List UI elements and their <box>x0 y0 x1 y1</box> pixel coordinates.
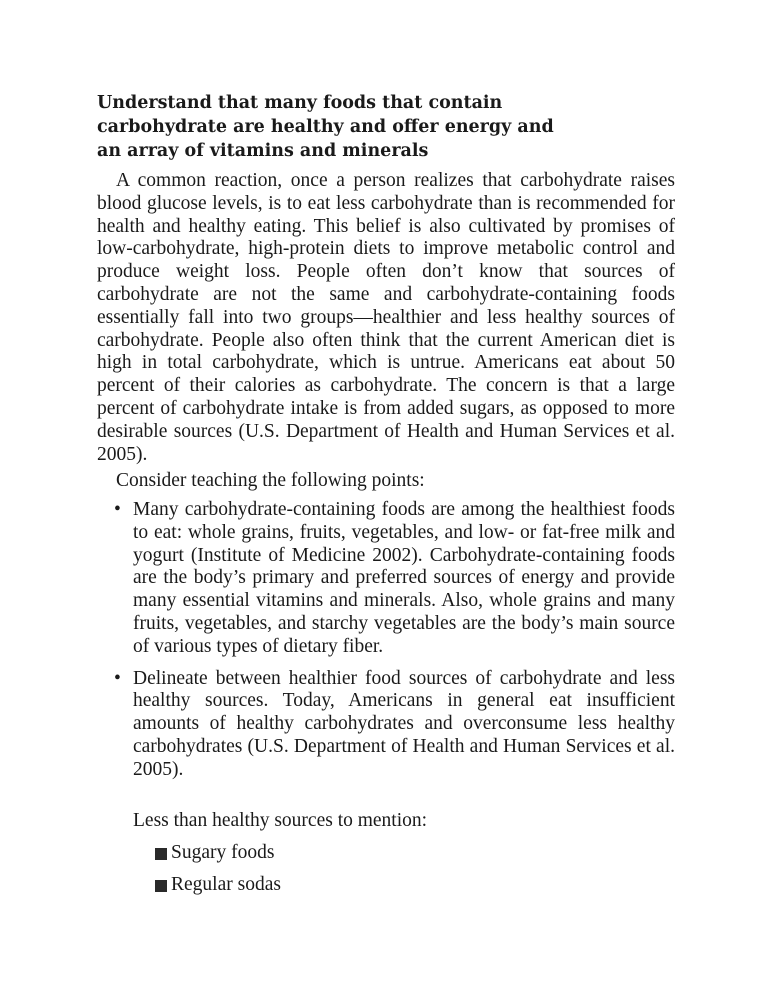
list-item-text: Delineate between healthier food sources of carbohydrate and less healthy sources. Today, Americans in general eat insufficient amounts of healthy carbohydrates and overconsume less healthy carbohydrates (U.S. Department of Health and Human Services et al. 2005). <box>133 667 675 780</box>
section-heading: Understand that many foods that contain carbohydrate are healthy and offer energy and an array of vitamins and minerals <box>97 93 554 161</box>
less-healthy-intro: Less than healthy sources to mention: <box>133 810 428 831</box>
list-item-text: Many carbohydrate-containing foods are among the healthiest foods to eat: whole grains, fruits, vegetables, and low- or fat-free milk and yogurt (Institute of Medicine 2002). Carbohydrate-containing foods are the body’s primary and preferred sources of energy and provide many essential vitamins and minerals. Also, whole grains and many fruits, vegetables, and starchy vegetables are the body’s main source of various types of dietary fiber. <box>133 499 675 657</box>
list-item <box>114 668 675 782</box>
list-item <box>155 874 281 897</box>
list-item <box>114 499 675 659</box>
list-item <box>155 842 281 865</box>
square-bullet-icon <box>155 848 167 860</box>
square-bullet-icon <box>155 880 167 892</box>
list-item-text: Regular sodas <box>171 874 281 896</box>
teaching-points-list <box>114 499 675 782</box>
bullet-marker: • <box>114 667 121 689</box>
consider-intro: Consider teaching the following points: <box>116 470 425 491</box>
body-paragraph: A common reaction, once a person realizes that carbohydrate raises blood glucose levels, is to eat less carbohydrate than is recommended for health and healthy eating. This belief is also cultivated by promises of low-carbohydrate, high-protein diets to improve metabolic control and produce weight loss. People often don’t know that sources of carbohydrate are not the same and carbohydrate-containing foods essentially fall into two groups—healthier and less healthy sources of carbohydrate. People also often think that the current American diet is high in total carbohydrate, which is untrue. Americans eat about 50 percent of their calories as carbohydrate. The concern is that a large percent of carbohydrate intake is from added sugars, as opposed to more desirable sources (U.S. Department of Health and Human Services et al. 2005). <box>97 170 675 465</box>
list-item-text: Sugary foods <box>171 842 275 864</box>
less-healthy-list <box>155 842 281 897</box>
bullet-marker: • <box>114 499 121 520</box>
